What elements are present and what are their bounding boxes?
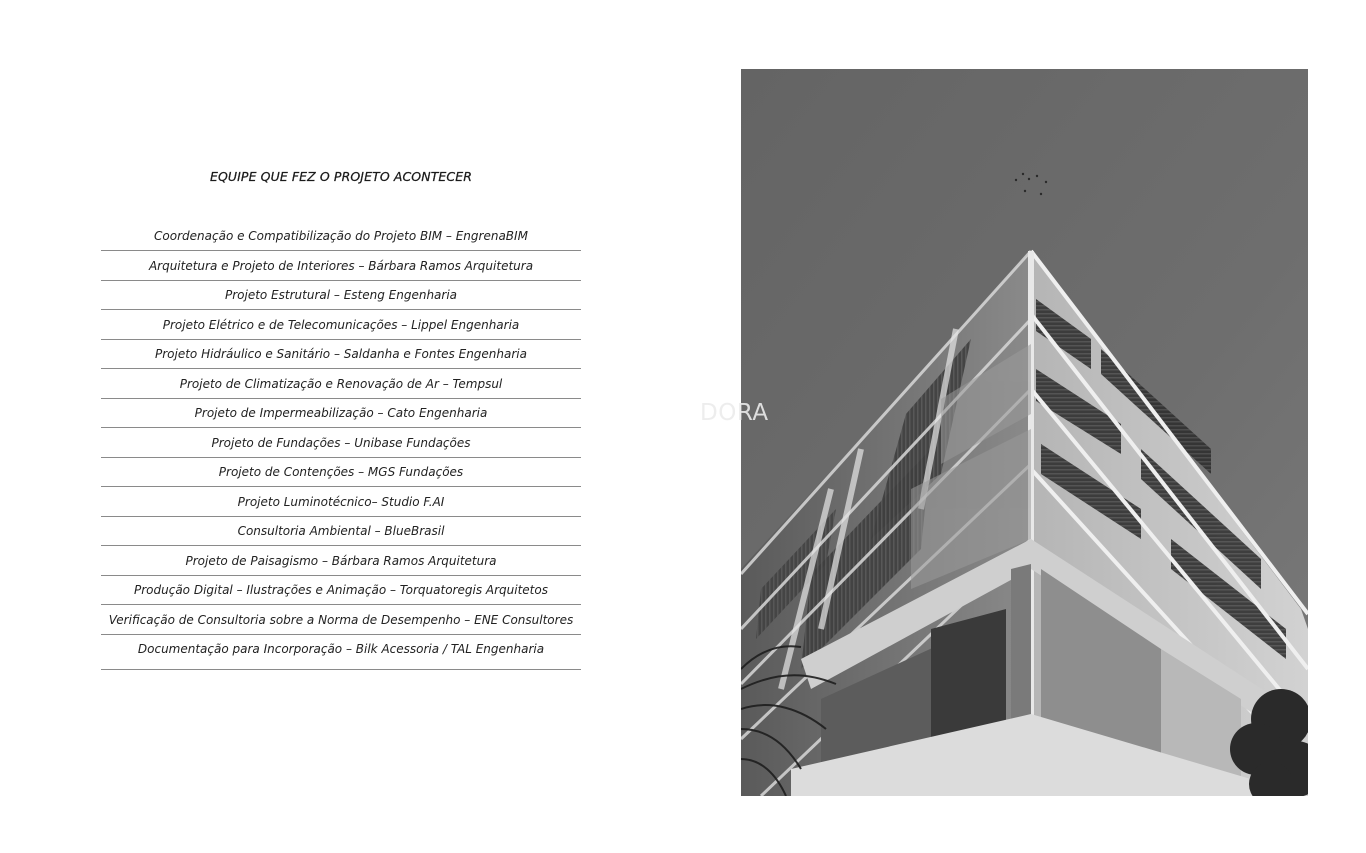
credits-panel [101,0,581,853]
credit-item: Projeto de Paisagismo – Bárbara Ramos Arquitetura [101,547,581,576]
credit-item: Arquitetura e Projeto de Interiores – Bárbara Ramos Arquitetura [101,252,581,281]
credit-item: Consultoria Ambiental – BlueBrasil [101,517,581,546]
credit-item: Projeto de Impermeabilização – Cato Engenharia [101,399,581,428]
page-title: EQUIPE QUE FEZ O PROJETO ACONTECER [209,169,473,184]
credit-item: Documentação para Incorporação – Bilk Acessoria / TAL Engenharia [101,635,581,670]
credit-item: Projeto Luminotécnico– Studio F.AI [101,488,581,517]
credit-item: Projeto de Contenções – MGS Fundações [101,458,581,487]
credit-item: Projeto de Fundações – Unibase Fundações [101,429,581,458]
watermark-text: DORA [700,400,769,426]
credit-item: Projeto Estrutural – Esteng Engenharia [101,281,581,310]
credit-item: Projeto de Climatização e Renovação de Ar – Tempsul [101,370,581,399]
credit-item: Produção Digital – Ilustrações e Animação – Torquatoregis Arquitetos [101,576,581,605]
credit-item: Verificação de Consultoria sobre a Norma de Desempenho – ENE Consultores [101,606,581,635]
credit-item: Coordenação e Compatibilização do Projeto BIM – EngrenaBIM [101,222,581,251]
credits-list [101,222,581,671]
building-photo [741,69,1308,796]
building-illustration [741,69,1308,796]
credit-item: Projeto Elétrico e de Telecomunicações – Lippel Engenharia [101,311,581,340]
credit-item: Projeto Hidráulico e Sanitário – Saldanha e Fontes Engenharia [101,340,581,369]
